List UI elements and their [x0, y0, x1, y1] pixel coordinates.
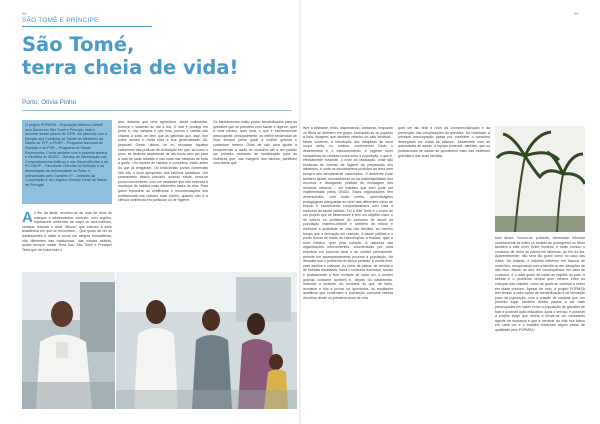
drop-cap: A — [22, 211, 33, 226]
page-number-right: 99 — [574, 11, 579, 16]
paragraph-intro — [22, 211, 112, 269]
byline: Porto, Olívia Pinho — [22, 99, 77, 106]
section-label: SÃO TOMÉ E PRÍNCIPE — [22, 17, 99, 24]
page-number-left: 98 — [22, 11, 27, 16]
article-title — [22, 33, 238, 79]
photo-waiting-room-image — [116, 272, 297, 409]
paragraph-column-2: ano, dotando que uma agricultura, ainda rudimentar, forneça o sustento do dia a dia. O mar é pródigo em peixe e, nos campos e nas ruas, porcos e cabras são criados à solta, se bem que as galinhas que, aqui, tive sobre andam e muita toda a sua generosidade. Ali, pessoas! Gente, lábios, se eu recuasse àqueles cafezinhos das práticas de civilização em que, tal como o povo, se dedicam atualmente de um modo sem par para a vida de cada cidadão e nas suas nas mesmas de toda a gente. Um sanear de hábitos e conceitos, muito antes do que já chegaram. Os tradicionais portos comerciais não são o local apropriado dos fabricos tantalicos. Um saneamento básico precário, quando existe, torna-se pouco conveniente, com um ambiente que não estimula à mudança de hábitos mais diferentes fases da vida. Para quem encontrar as evidências e recomendações dos profissionais nas classes mais jovens, quando não é a ciência conhecida em particular ou de higiene. — [118, 120, 208, 203]
photo-palm-trees-image — [495, 126, 585, 232]
paragraph-intro-text: o fim da tarde, enchem-se as ruas de risos de crianças e adolescentes; sorrindo, com orgulho, impecáveis uniformes de caqui ou azul-marinho, camisas brancas e anos "álbous" que indicam a série académica em que se encontram… Que gosto dá ver os adolescentes a saltar à corda em alegres brincadeiras, não diferentes das tradicionais, das nossas aldeias, quase sempre rurais! Terra boa, São Tomé e Príncipe! Terra que dá frutos todo o — [22, 211, 112, 252]
paragraph-column-5: quer um ato final a nível da consciencialização e da prevenção das complicações da gravidez. Na realidade, a principal preocupação passa por combater o consumo desregrado em todas as classes. Juntamente com as autoridades de saúde, a equipa pretende, também, que os profissionais de saúde se aproximem mais das mulheres grávidas e das suas famílias. — [398, 126, 490, 158]
paragraph-column-3: Os santomenses estão pouco sensibilizados para as questões que se prendem com saúde e higiene, quer a nível urbano, quer rural, o que é extremamente preocupante, principalmente, ao definir tendências de risco sempre pelas quais a mulher grávida e sustentam mesmo Olhar de raiz para ajudar a compreender a razão do consumo até a um padrão um primeiro momento de socialização para as mulheres que, nas margens dos riachos, partilham uma tarefa que — [213, 120, 297, 166]
page-gutter — [299, 0, 301, 424]
section-rule — [22, 26, 152, 27]
photo-health-worker — [22, 272, 115, 409]
photo-waiting-room — [116, 272, 297, 409]
lead-box: O projeto POPMSA – População Materno-Infantil sem Álcool em São Tomé e Príncipe, está a decorrer desde janeiro de 2009, em parceria com a Direção dos Cuidados de Saúde do Ministério da Saúde de STP, o PNSR – Programa Nacional de Nutrição e do PSR – Programa de Saúde Reprodutiva. Conta também com a parceria técnica e científica do MGED – Serviço de Intervenção nos Comportamentos Aditivos e nas Dependências e da PC-NAUP – Faculdade Ciências da Nutrição e da Alimentação da Universidade do Porto, e cofinanciado pelo Camões I.P. – Instituto da Cooperação e da Língua e Direção Geral da Saúde de Portugal. — [22, 120, 112, 204]
paragraph-column-4: livre à atividade, riedo, taquestando, contando, enquanto os filhos se divertem em grupo, banhando-se ou jogando à bola. Imagens que também retenho do sítio informal... Neste contexto, a introdução dos máquinas de lavar roupa seria, no mínimo, controversa! Dado o desinteresse e o esmorecimento, é urgente fazer campanhas de conduta cívica entre a população, o que é, efetivamente evidente, o nível da realização, onde são escassas as normas de higiene na preparação dos alimentos, e onde os escoamentos produtos da terra nem sempre são devidamente valorizados. O ambiente pode também ajudar, aconselhando-se na sustentabilidade dos recursos e divulgando práticas de reciclagem dos resíduos urbanos – um trabalho que bem pode ser implementado pelas ONGD. Estas organizações têm desenvolvido, com muito mérito, aprendizagens pedagógicas adequadas ao nível das diferentes ciclos de estudo e incentivando comportamentos com vista à melhoria da saúde pública. Foi a São Tomé é o nome de um projeto que se desenvolve e têm um objetivo claro: o de intervir no problema do consumo de álcool na população materno-infantil e também de elevar e melhorar a qualidade de vida das famílias, ao mesmo tempo que a formação em nutrição. A saúde pública é o ponto fulcral de todas as intervenções a realizar, quer a nível médico, quer pela nutrição. A natureza das organizações intervenientes, coordenadas por uma estrutura em parceria local e de caráter permanente, permite um acompanhamento próximo à população. Há décadas que o problema do álcool persiste. A venda livre, para adultos e crianças, do vinho de palma, de cerveja e de bebidas destiladas, torna o consumo acessível, barato e praticamente à livre vontade de cada um. A mulher grávida consome também e, depois do nascimento, inclusive a lactante. Ao contrário do que, de facto, acontece e fica a provar na ignorância, os resultados analíticos que confirmam a população consome bebida alcoólica desde os primeiros anos de vida. — [303, 126, 393, 300]
photo-health-worker-image — [22, 272, 115, 409]
paragraph-column-6: tiam álcool. Tornou-se, portanto, necessário informar corretamente as mães no sentido de protegerem os filhos também a este nível. Entre homens, é muito comum o consumo de vinho de palma em tabernas, ao fim do dia. Aparentemente, não será tão grave como no caso das mães. No entanto, é habitual beberem em frascos de muito litro, recuperando com a família ou em situações de alto risco. Assim, ao ano, em consequência, em caso de consumo, é o mais grave de todas as regiões do país. A bebida é o problema central quer mesmo entre as crianças das cidades, como as quais se começa a beber em idade precoce. Apesar de tudo, a projeto POPMSA tem levado a cabo ações de sensibilização e de formação junto da população, com a criação de equipas que, em primeiro lugar, também devem passar a ser mais preocupadas em saber como a população de gravidez de fácil e possível ação educativa. Após o serviço, é possível a projeto exigir que venha a tornar-se um verdadeiro agente de mudança e que a verdade da vida nos lábios em cada um e o trabalho traduzam algum passo de qualidade pelo POPMSA. — [495, 236, 585, 332]
title-line-2: terra cheia de vida! — [22, 56, 239, 79]
title-line-1: São Tomé, — [22, 33, 135, 56]
byline-rule — [22, 110, 292, 111]
photo-palm-trees — [495, 126, 585, 232]
